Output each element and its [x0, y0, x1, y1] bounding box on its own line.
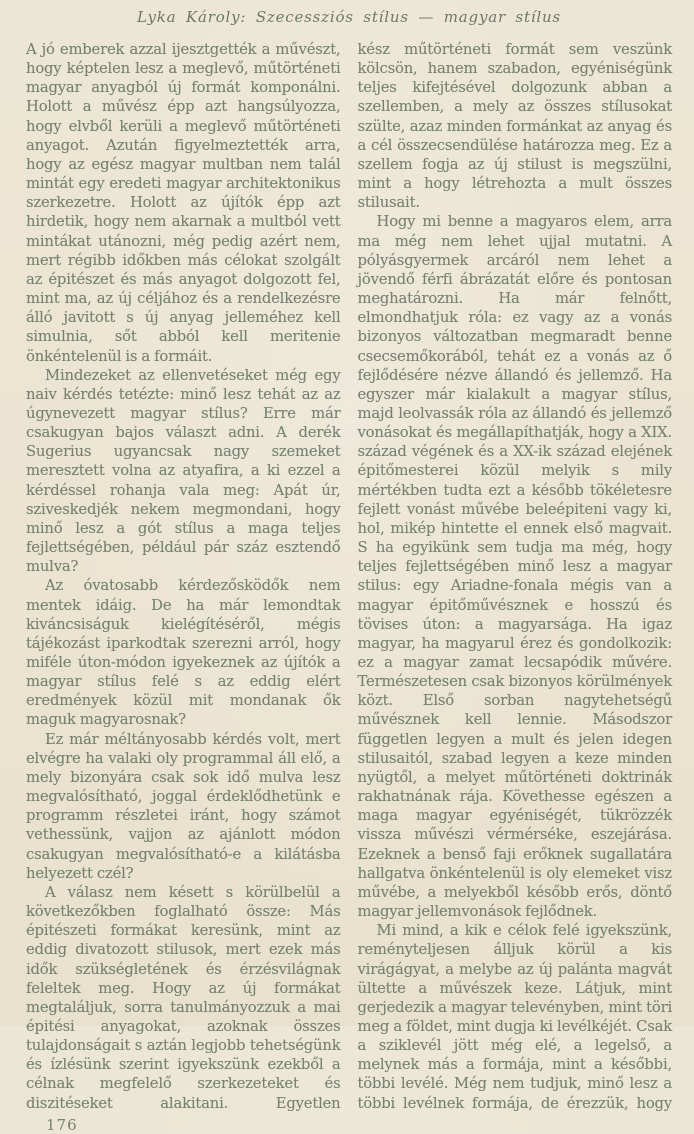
paragraph: A válasz nem késett s körülbelül a következőkben foglalható össze: Más épitészeti formákat keresünk, mint az eddig divatozott stilusok, mert ezek más idők szükségletének és érzésvilágnak feleltek meg. Hogy az új formákat megtaláljuk, sorra tanulmányozzuk a mai épitési anyagokat, azoknak összes tulajdonságait s aztán legjobb tehetségünk és ízlésünk szerint igyekszünk ezekből a célnak megfelelő szerkezeteket és diszitéseket alakitani. Egyetlen: [26, 883, 341, 1112]
paragraph: Az óvatosabb kérdezősködők nem mentek idáig. De ha már lemondtak kiváncsiságuk kielégítéséről, mégis tájékozást iparkodtak szerezni arról, hogy miféle úton-módon igyekeznek az újítók a magyar stílus felé s az eddig elért eredmények közül mit mondanak ők maguk magyarosnak?: [26, 577, 341, 729]
text-column-right: [358, 40, 673, 1113]
paragraph: A jó emberek azzal ijesztgették a művészt, hogy képtelen lesz a meglevő, műtörténeti magyar anyagból új formát komponálni. Holott a művész épp azt hangsúlyozza, hogy elvből kerüli a meglevő műtörténeti anyagot. Azután figyelmeztették arra, hogy az egész magyar multban nem talál mintát egy eredeti magyar architektonikus szerkezetre. Holott az újítók épp azt hirdetik, hogy nem akarnak a multból vett mintákat utánozni, még pedig azért nem, mert régibb időkben más célokat szolgált az épitészet és más anyagot dolgozott fel, mint ma, az új céljához és a rendelkezésre álló javitott s új anyag jelleméhez kell simulnia, sőt abból kell meritenie önkéntelenül is a formáit.: [26, 41, 341, 365]
paragraph: Ez már méltányosabb kérdés volt, mert elvégre ha valaki oly programmal áll elő, a mely bizonyára csak sok idő mulva lesz megvalósítható, joggal érdeklődhetünk e programm részletei iránt, hogy számot vethessünk, vajjon az ajánlott módon csakugyan megvalósítható-e a kilátásba helyezett czél?: [26, 730, 341, 882]
paragraph: Mindezeket az ellenvetéseket még egy naiv kérdés tetézte: minő lesz tehát az az úgynevezett magyar stílus? Erre már csakugyan bajos választ adni. A derék Sugerius ugyancsak nagy szemeket meresztett volna az atyafira, a ki ezzel a kérdéssel rohanja vala meg: Apát úr, sziveskedjék nekem megmondani, hogy minő lesz a gót stílus a maga teljes fejlettségében, például pár száz esztendő mulva?: [26, 366, 341, 576]
page-header-title: Lyka Károly: Szecessziós stílus — magyar stílus: [137, 8, 561, 26]
page-number: 176: [46, 1115, 78, 1134]
paragraph: Hogy mi benne a magyaros elem, arra ma még nem lehet ujjal mutatni. A pólyásgyermek arcáról nem lehet a jövendő férfi ábrázatát előre és pontosan meghatározni. Ha már felnőtt, elmondhatjuk róla: ez vagy az a vonás bizonyos változatban megmaradt benne csecsemőkorából, tehát ez a vonás az ő fejlődésére nézve állandó és jellemző. Ha egyszer már kialakult a magyar stílus, majd leolvassák róla az állandó és jellemző vonásokat és megállapíthatják, hogy a XIX. század végének és a XX-ik század elejének épitőmesterei közül melyik s mily mértékben tudta ezt a később tökéletesre fejlett vonást művébe beleépiteni vagy ki, hol, mikép hintette el ennek első magvait. S ha egyikünk sem tudja ma még, hogy teljes fejlettségében minő lesz a magyar stilus: egy Ariadne-fonala mégis van a magyar épitőművésznek e hosszú és tövises úton: a magyarsága. Ha igaz magyar, ha magyarul érez és gondolkozik: ez a magyar zamat lecsapódik művére. Természetesen csak bizonyos körülmények közt. Első sorban nagytehetségű művésznek kell lennie. Másodszor független legyen a mult és jelen idegen stilusaitól, szabad legyen a keze minden nyügtől, a melyet műtörténeti doktrinák rakhatnának rája. Követhesse egészen a maga magyar egyéniségét, tükrözzék vissza művészi vérmérséke, eszejárása. Ezeknek a benső faji erőknek sugallatára hallgatva önkéntelenül is oly elemeket visz művébe, a melyekből később erős, döntő magyar jellemvonások fejlődnek.: [357, 213, 672, 921]
text-column-left: [26, 40, 341, 1113]
paragraph: kész műtörténeti formát sem veszünk kölcsön, hanem szabadon, egyéniségünk teljes kifejtésével dolgozunk abban a szellemben, a mely az összes stílusokat szülte, azaz minden formánkat az anyag és a cél összecsendülése határozza meg. Ez a szellem fogja az új stilust is megszülni, mint a hogy létrehozta a mult összes stilusait.: [357, 41, 672, 212]
two-column-text-block: [26, 40, 672, 1113]
paragraph: Mi mind, a kik e célok felé igyekszünk, reményteljesen álljuk körül a kis virágágyat, a melybe az új palánta magvát ültette a művészek keze. Látjuk, mint gerjedezik a magyar televényben, mint töri meg a földet, mint dugja ki levélkéjét. Csak a sziklevél jött még elé, a legelső, a melynek más a formája, mint a későbbi, többi levélé. Még nem tudjuk, minő lesz a többi levélnek formája, de érezzük, hogy: [357, 922, 672, 1112]
